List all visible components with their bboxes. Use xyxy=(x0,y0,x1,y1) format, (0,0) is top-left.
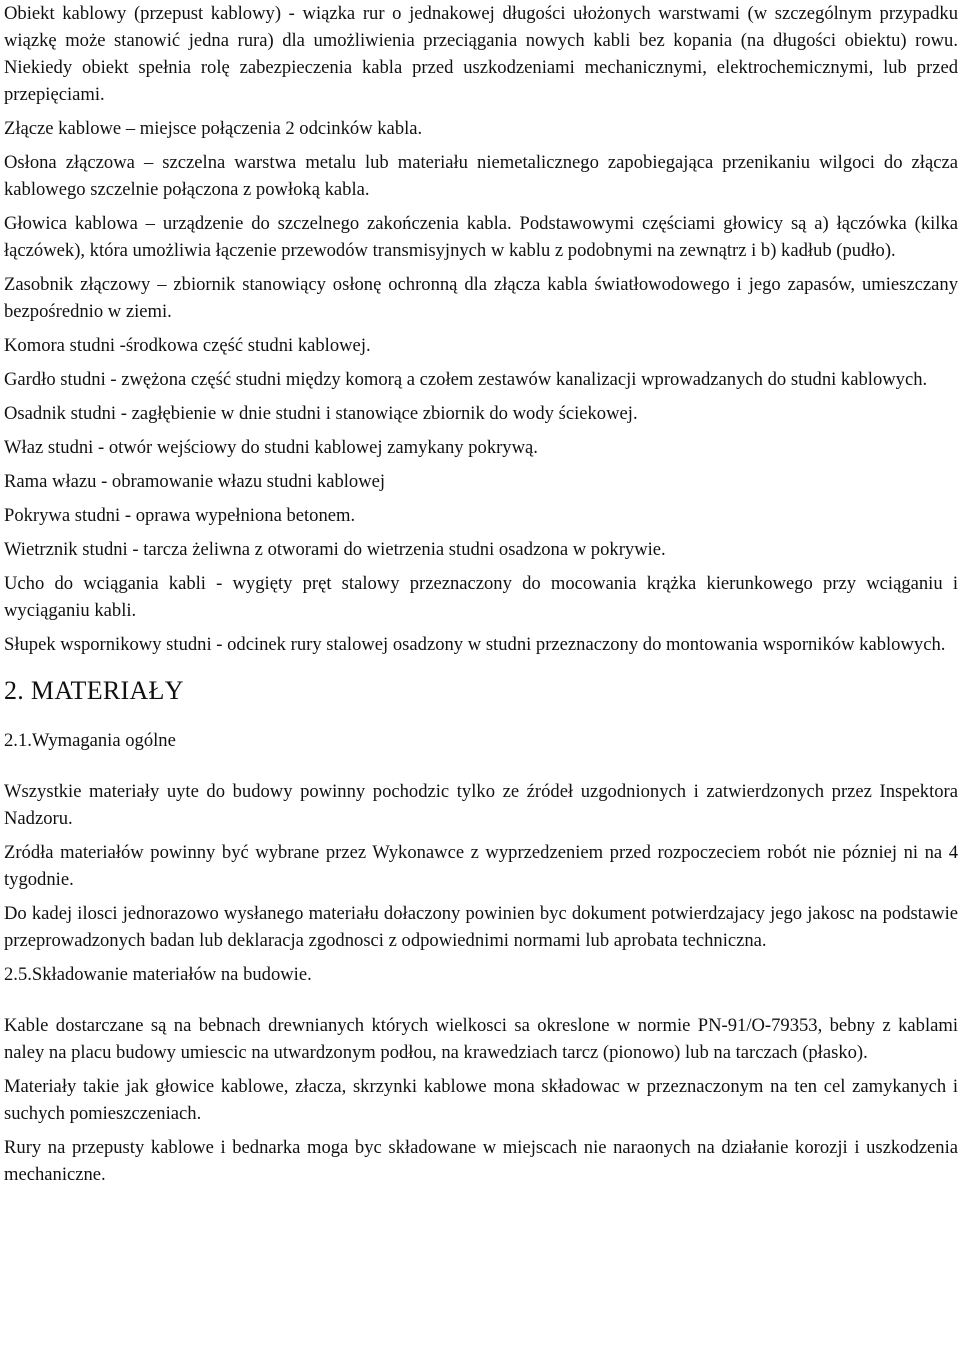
definition-well-cover: Pokrywa studni - oprawa wypełniona betonem. xyxy=(4,505,356,526)
definition-joint-cover: Osłona złączowa – szczelna warstwa metalu lub materiału niemetalicznego zapobiegająca przenikaniu wilgoci do złącza kablowego szczelnie połączona z powłoką kabla. xyxy=(4,152,958,200)
definition-pulling-eye: Ucho do wciągania kabli - wygięty pręt stalowy przeznaczony do mocowania krążka kierunkowego przy wciąganiu i wyciąganiu kabli. xyxy=(4,573,958,621)
definition-cable-joint: Złącze kablowe – miejsce połączenia 2 odcinków kabla. xyxy=(4,118,423,139)
definition-support-post: Słupek wspornikowy studni - odcinek rury stalowej osadzony w studni przeznaczony do montowania wsporników kablowych. xyxy=(4,634,946,655)
definition-well-ventilator: Wietrznik studni - tarcza żeliwna z otworami do wietrzenia studni osadzona w pokrywie. xyxy=(4,539,666,560)
paragraph-source-selection: Zródła materiałów powinny być wybrane przez Wykonawce z wyprzedzeniem przed rozpoczeciem robót nie pózniej ni na 4 tygodnie. xyxy=(4,842,958,890)
definition-manhole-frame: Rama włazu - obramowanie włazu studni kablowej xyxy=(4,471,386,492)
definition-well-throat: Gardło studni - zwężona część studni między komorą a czołem zestawów kanalizacji wprowadzanych do studni kablowych. xyxy=(4,369,928,390)
definition-cable-object: Obiekt kablowy (przepust kablowy) - wiązka rur o jednakowej długości ułożonych warstwami (w szczególnym przypadku wiązkę może stanowić jedna rura) dla umożliwienia przeciągania nowych kabli bez kopania (na długości obiektu) rowu. Niekiedy obiekt spełnia rolę zabezpieczenia kabla przed uszkodzeniami mechanicznymi, elektrochemicznymi, lub przed przepięciami. xyxy=(4,3,958,105)
paragraph-material-sources: Wszystkie materiały uyte do budowy powinny pochodzic tylko ze źródeł uzgodnionych i zatwierdzonych przez Inspektora Nadzoru. xyxy=(4,781,958,829)
definition-cable-head: Głowica kablowa – urządzenie do szczelnego zakończenia kabla. Podstawowymi częściami głowicy są a) łączówka (kilka łączówek), która umożliwia łączenie przewodów transmisyjnych w kablu z podobnymi na zewnątrz i b) kadłub (pudło). xyxy=(4,213,958,261)
paragraph-cable-accessories: Materiały takie jak głowice kablowe, złacza, skrzynki kablowe mona składowac w przeznaczonym na ten cel zamykanych i suchych pomieszczeniach. xyxy=(4,1076,958,1124)
section-heading-materials: 2. MATERIAŁY xyxy=(4,676,184,705)
definition-well-chamber: Komora studni -środkowa część studni kablowej. xyxy=(4,335,371,356)
definition-manhole: Właz studni - otwór wejściowy do studni kablowej zamykany pokrywą. xyxy=(4,437,538,458)
definition-well-settler: Osadnik studni - zagłębienie w dnie studni i stanowiące zbiornik do wody ściekowej. xyxy=(4,403,638,424)
paragraph-cable-drums: Kable dostarczane są na bebnach drewnianych których wielkosci sa okreslone w normie PN-91/O-79353, bebny z kablami naley na placu budowy umiescic na utwardzonym podłou, na krawedziach tarcz (pionowo) lub na tarczach (płasko). xyxy=(4,1015,958,1063)
subsection-storage: 2.5.Składowanie materiałów na budowie. xyxy=(4,964,312,985)
definition-joint-container: Zasobnik złączowy – zbiornik stanowiący osłonę ochronną dla złącza kabla światłowodowego i jego zapasów, umieszczany bezpośrednio w ziemi. xyxy=(4,274,958,322)
document-page xyxy=(4,0,958,1195)
paragraph-quality-document: Do kadej ilosci jednorazowo wysłanego materiału dołaczony powinien byc dokument potwierdzajacy jego jakosc na podstawie przeprowadzonych badan lub deklaracja zgodnosci z odpowiednimi normami lub aprobata techniczna. xyxy=(4,903,958,951)
subsection-general-requirements: 2.1.Wymagania ogólne xyxy=(4,730,176,751)
paragraph-pipes-storage: Rury na przepusty kablowe i bednarka moga byc składowane w miejscach nie naraonych na działanie korozji i uszkodzenia mechaniczne. xyxy=(4,1137,958,1185)
